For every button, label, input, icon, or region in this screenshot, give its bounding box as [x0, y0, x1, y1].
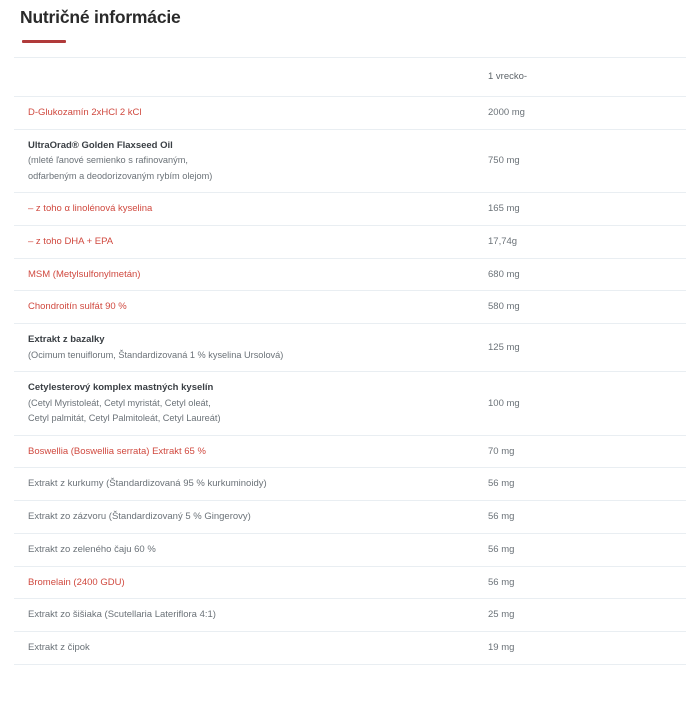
- table-row: [14, 129, 686, 192]
- ingredient-name: Extrakt z bazalky: [28, 334, 105, 346]
- ingredient-amount: 56 mg: [488, 511, 515, 523]
- ingredient-name: Extrakt zo zázvoru (Štandardizovaný 5 % Gingerovy): [28, 511, 251, 523]
- ingredient-name-cell: [14, 372, 474, 435]
- ingredient-name-cell: [14, 291, 474, 324]
- nutrition-table: [14, 57, 686, 665]
- ingredient-name: MSM (Metylsulfonylmetán): [28, 268, 141, 280]
- table-row: [14, 258, 686, 291]
- ingredient-name: – z toho α linolénová kyselina: [28, 202, 153, 214]
- ingredient-amount: 17,74g: [488, 235, 518, 247]
- table-row: [14, 225, 686, 258]
- table-row: [14, 501, 686, 534]
- table-row: [14, 372, 686, 435]
- table-row: [14, 632, 686, 665]
- ingredient-name-cell: [14, 192, 474, 225]
- ingredient-subtext: (Cetyl Myristoleát, Cetyl myristát, Cetyl oleát,: [28, 397, 211, 408]
- ingredient-name: Boswellia (Boswellia serrata) Extrakt 65 %: [28, 445, 206, 457]
- ingredient-name: Extrakt z kurkumy (Štandardizovaná 95 % kurkuminoidy): [28, 478, 267, 490]
- table-row: [14, 468, 686, 501]
- ingredient-amount: 19 mg: [488, 642, 515, 654]
- ingredient-amount: 56 mg: [488, 576, 515, 588]
- ingredient-subtext: (Ocimum tenuiflorum, Štandardizovaná 1 % kyselina Ursolová): [28, 349, 284, 360]
- ingredient-name: Extrakt z čipok: [28, 642, 90, 654]
- table-row: [14, 435, 686, 468]
- nutrition-page: [0, 7, 700, 707]
- ingredient-name: Extrakt zo šišiaka (Scutellaria Lateriflora 4:1): [28, 609, 216, 621]
- ingredient-name: UltraOrad® Golden Flaxseed Oil: [28, 139, 173, 151]
- ingredient-name: Bromelain (2400 GDU): [28, 576, 125, 588]
- ingredient-name-cell: [14, 566, 474, 599]
- ingredient-amount: 680 mg: [488, 268, 520, 280]
- ingredient-name-cell: [14, 468, 474, 501]
- table-row: [14, 291, 686, 324]
- ingredient-amount: 56 mg: [488, 543, 515, 555]
- ingredient-amount: 25 mg: [488, 609, 515, 621]
- ingredient-name-cell: [14, 501, 474, 534]
- table-row: [14, 599, 686, 632]
- ingredient-amount: 56 mg: [488, 478, 515, 490]
- ingredient-subtext-2: Cetyl palmitát, Cetyl Palmitoleát, Cetyl Laureát): [28, 413, 221, 424]
- ingredient-subtext-2: odfarbeným a deodorizovaným rybím olejom): [28, 170, 213, 181]
- ingredient-name-cell: [14, 632, 474, 665]
- column-header-amount: 1 vrecko-: [488, 71, 528, 82]
- ingredient-name-cell: [14, 533, 474, 566]
- table-header-row: [14, 58, 686, 97]
- ingredient-amount: 2000 mg: [488, 106, 525, 118]
- page-title: Nutričné informácie: [20, 7, 181, 27]
- ingredient-amount: 100 mg: [488, 397, 520, 409]
- ingredient-amount: 750 mg: [488, 154, 520, 166]
- ingredient-name-cell: [14, 129, 474, 192]
- ingredient-name: Extrakt zo zeleného čaju 60 %: [28, 543, 156, 555]
- table-header: [14, 58, 686, 97]
- ingredient-name-cell: [14, 599, 474, 632]
- ingredient-subtext: (mleté ľanové semienko s rafinovaným,: [28, 155, 188, 166]
- title-underline: [22, 40, 66, 43]
- ingredient-amount: 580 mg: [488, 301, 520, 313]
- ingredient-name: – z toho DHA + EPA: [28, 235, 114, 247]
- table-row: [14, 192, 686, 225]
- ingredient-name: Cetylesterový komplex mastných kyselín: [28, 382, 214, 394]
- ingredient-name-cell: [14, 225, 474, 258]
- ingredient-name: Chondroitín sulfát 90 %: [28, 301, 127, 313]
- nutrition-table-wrapper: [14, 57, 686, 665]
- ingredient-name-cell: [14, 435, 474, 468]
- table-row: [14, 566, 686, 599]
- ingredient-amount: 125 mg: [488, 341, 520, 353]
- column-header-name: [14, 58, 474, 97]
- table-body: [14, 96, 686, 664]
- ingredient-name: D-Glukozamín 2xHCl 2 kCl: [28, 106, 142, 118]
- table-row: [14, 324, 686, 372]
- table-row: [14, 96, 686, 129]
- ingredient-name-cell: [14, 258, 474, 291]
- ingredient-amount: 70 mg: [488, 445, 515, 457]
- table-row: [14, 533, 686, 566]
- ingredient-amount: 165 mg: [488, 202, 520, 214]
- ingredient-name-cell: [14, 96, 474, 129]
- ingredient-name-cell: [14, 324, 474, 372]
